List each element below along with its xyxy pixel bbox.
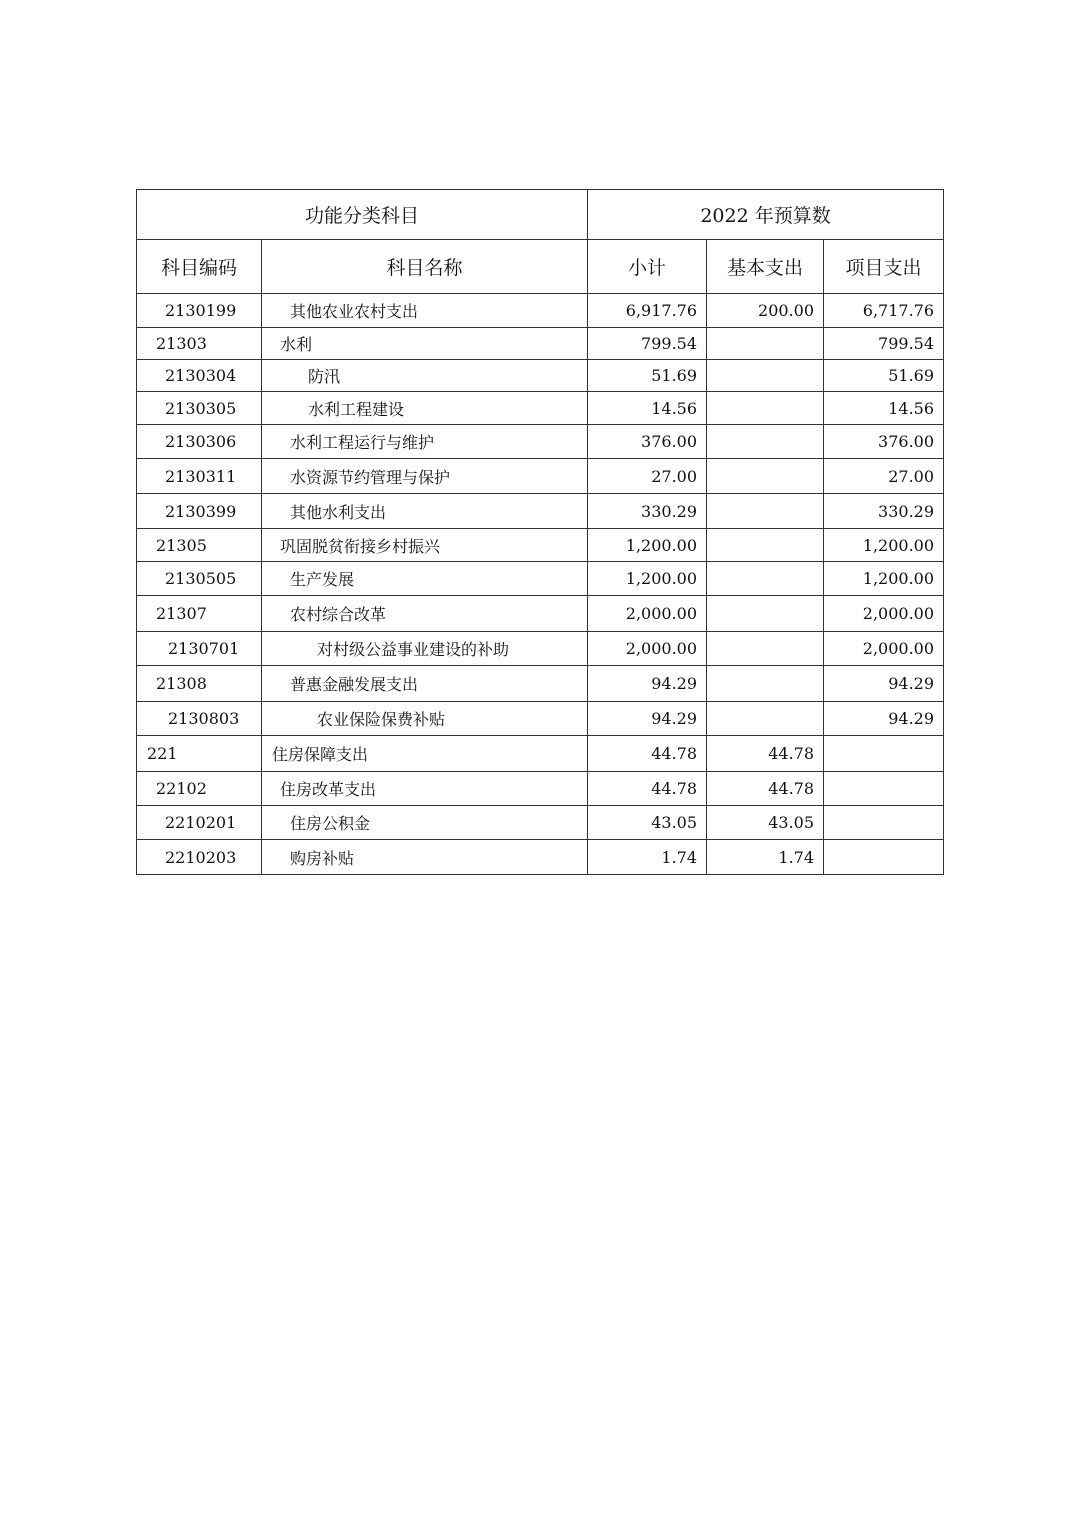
row-code: 2130305 bbox=[137, 392, 262, 425]
row-subtotal: 51.69 bbox=[588, 360, 707, 392]
row-project: 2,000.00 bbox=[824, 596, 944, 632]
row-project: 14.56 bbox=[824, 392, 944, 425]
header-project-expenditure: 项目支出 bbox=[824, 240, 944, 294]
table-row bbox=[137, 529, 944, 562]
table-row bbox=[137, 294, 944, 328]
row-code: 2130199 bbox=[137, 294, 262, 328]
row-basic: 43.05 bbox=[707, 806, 824, 840]
table-row bbox=[137, 772, 944, 806]
table-row bbox=[137, 494, 944, 529]
header-column-row bbox=[137, 240, 944, 294]
row-project: 330.29 bbox=[824, 494, 944, 529]
row-basic bbox=[707, 596, 824, 632]
row-subtotal: 14.56 bbox=[588, 392, 707, 425]
row-code: 2130311 bbox=[137, 459, 262, 494]
table-row bbox=[137, 459, 944, 494]
row-project: 799.54 bbox=[824, 328, 944, 360]
header-group-row bbox=[137, 190, 944, 240]
row-subtotal: 1,200.00 bbox=[588, 529, 707, 562]
row-basic bbox=[707, 494, 824, 529]
row-code: 2130306 bbox=[137, 425, 262, 459]
table-row bbox=[137, 360, 944, 392]
row-project bbox=[824, 772, 944, 806]
row-name: 水利 bbox=[262, 328, 588, 360]
row-basic bbox=[707, 328, 824, 360]
row-project: 27.00 bbox=[824, 459, 944, 494]
row-project: 94.29 bbox=[824, 702, 944, 736]
row-project: 376.00 bbox=[824, 425, 944, 459]
row-code: 2130803 bbox=[137, 702, 262, 736]
row-code: 2210203 bbox=[137, 840, 262, 875]
row-code: 21305 bbox=[137, 529, 262, 562]
row-basic bbox=[707, 666, 824, 702]
row-code: 2130505 bbox=[137, 562, 262, 596]
row-project: 6,717.76 bbox=[824, 294, 944, 328]
row-subtotal: 799.54 bbox=[588, 328, 707, 360]
row-code: 21303 bbox=[137, 328, 262, 360]
row-name: 对村级公益事业建设的补助 bbox=[262, 632, 588, 666]
row-project: 1,200.00 bbox=[824, 562, 944, 596]
row-subtotal: 2,000.00 bbox=[588, 596, 707, 632]
row-subtotal: 94.29 bbox=[588, 666, 707, 702]
row-basic bbox=[707, 529, 824, 562]
row-code: 21308 bbox=[137, 666, 262, 702]
table-row bbox=[137, 702, 944, 736]
row-subtotal: 44.78 bbox=[588, 736, 707, 772]
table-row bbox=[137, 328, 944, 360]
table-row bbox=[137, 392, 944, 425]
row-name: 购房补贴 bbox=[262, 840, 588, 875]
row-name: 其他水利支出 bbox=[262, 494, 588, 529]
row-basic bbox=[707, 459, 824, 494]
row-basic bbox=[707, 360, 824, 392]
table-row bbox=[137, 736, 944, 772]
row-basic bbox=[707, 392, 824, 425]
header-budget-year: 2022 年预算数 bbox=[588, 190, 944, 240]
row-project bbox=[824, 736, 944, 772]
row-project: 51.69 bbox=[824, 360, 944, 392]
row-subtotal: 94.29 bbox=[588, 702, 707, 736]
header-name: 科目名称 bbox=[262, 240, 588, 294]
table-row bbox=[137, 562, 944, 596]
table-row bbox=[137, 632, 944, 666]
table-row bbox=[137, 425, 944, 459]
row-name: 巩固脱贫衔接乡村振兴 bbox=[262, 529, 588, 562]
row-code: 2130399 bbox=[137, 494, 262, 529]
row-name: 水利工程建设 bbox=[262, 392, 588, 425]
table-row bbox=[137, 806, 944, 840]
row-subtotal: 27.00 bbox=[588, 459, 707, 494]
table-row bbox=[137, 666, 944, 702]
row-basic bbox=[707, 425, 824, 459]
row-subtotal: 1.74 bbox=[588, 840, 707, 875]
table-row bbox=[137, 840, 944, 875]
row-code: 22102 bbox=[137, 772, 262, 806]
row-basic bbox=[707, 562, 824, 596]
budget-table bbox=[136, 189, 944, 875]
row-code: 2130701 bbox=[137, 632, 262, 666]
row-subtotal: 6,917.76 bbox=[588, 294, 707, 328]
row-subtotal: 376.00 bbox=[588, 425, 707, 459]
row-basic: 44.78 bbox=[707, 772, 824, 806]
row-subtotal: 44.78 bbox=[588, 772, 707, 806]
row-basic bbox=[707, 632, 824, 666]
row-name: 住房公积金 bbox=[262, 806, 588, 840]
row-project bbox=[824, 840, 944, 875]
row-basic: 44.78 bbox=[707, 736, 824, 772]
header-basic-expenditure: 基本支出 bbox=[707, 240, 824, 294]
row-code: 2210201 bbox=[137, 806, 262, 840]
row-basic: 1.74 bbox=[707, 840, 824, 875]
table-row bbox=[137, 596, 944, 632]
row-project: 1,200.00 bbox=[824, 529, 944, 562]
header-functional-classification: 功能分类科目 bbox=[137, 190, 588, 240]
row-code: 2130304 bbox=[137, 360, 262, 392]
row-name: 水资源节约管理与保护 bbox=[262, 459, 588, 494]
row-name: 其他农业农村支出 bbox=[262, 294, 588, 328]
header-subtotal: 小计 bbox=[588, 240, 707, 294]
row-subtotal: 330.29 bbox=[588, 494, 707, 529]
row-name: 农业保险保费补贴 bbox=[262, 702, 588, 736]
row-name: 水利工程运行与维护 bbox=[262, 425, 588, 459]
row-basic: 200.00 bbox=[707, 294, 824, 328]
row-name: 生产发展 bbox=[262, 562, 588, 596]
row-name: 住房保障支出 bbox=[262, 736, 588, 772]
row-code: 21307 bbox=[137, 596, 262, 632]
header-code: 科目编码 bbox=[137, 240, 262, 294]
row-name: 普惠金融发展支出 bbox=[262, 666, 588, 702]
row-subtotal: 1,200.00 bbox=[588, 562, 707, 596]
row-name: 住房改革支出 bbox=[262, 772, 588, 806]
row-name: 防汛 bbox=[262, 360, 588, 392]
row-basic bbox=[707, 702, 824, 736]
row-project: 94.29 bbox=[824, 666, 944, 702]
row-name: 农村综合改革 bbox=[262, 596, 588, 632]
row-project: 2,000.00 bbox=[824, 632, 944, 666]
row-subtotal: 43.05 bbox=[588, 806, 707, 840]
row-subtotal: 2,000.00 bbox=[588, 632, 707, 666]
row-code: 221 bbox=[137, 736, 262, 772]
row-project bbox=[824, 806, 944, 840]
